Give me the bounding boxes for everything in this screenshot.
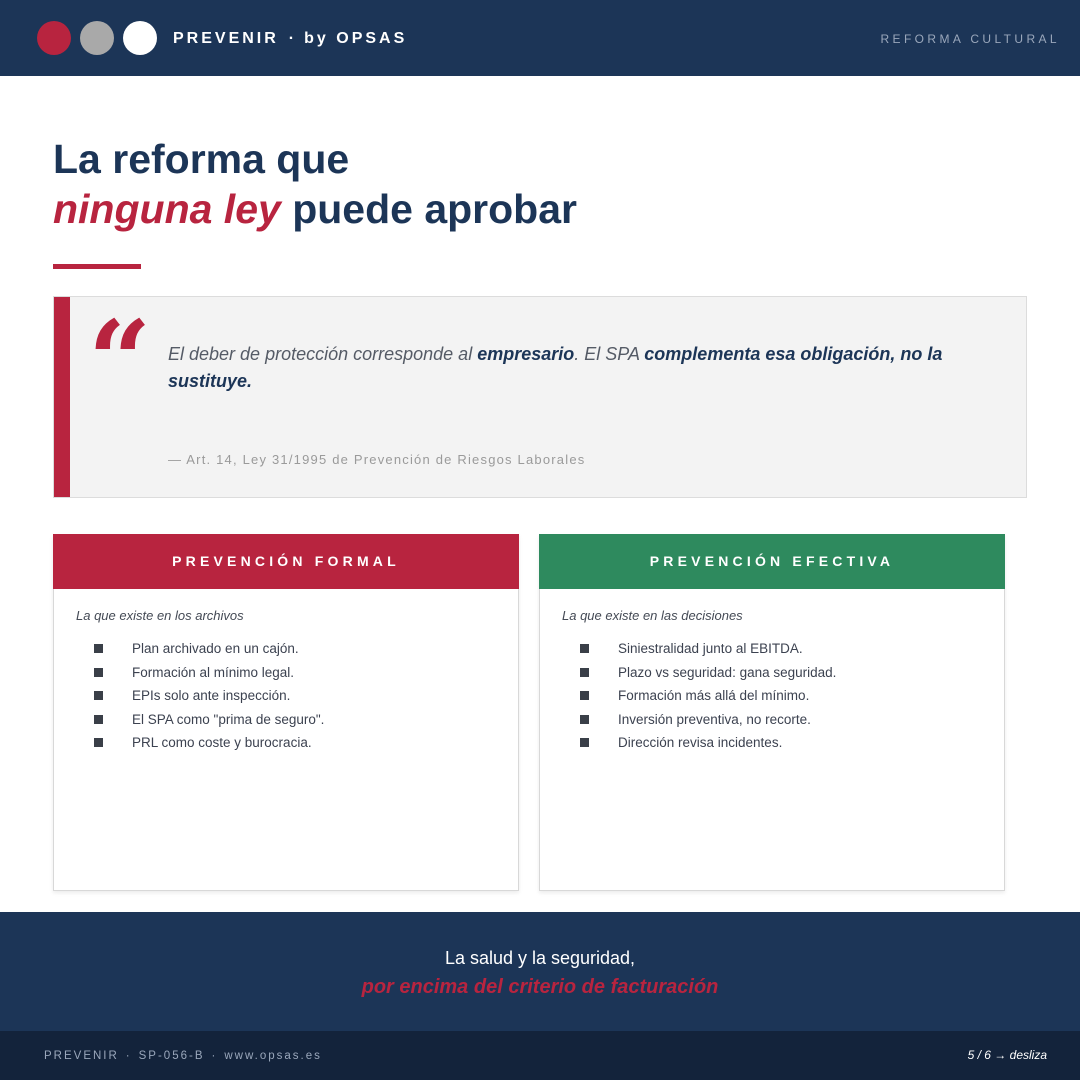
list-item	[578, 684, 836, 708]
brand-name	[173, 29, 407, 49]
swipe-indicator[interactable]	[968, 1048, 1047, 1063]
brand-dot-grey	[80, 21, 114, 55]
footer-url[interactable]: www.opsas.es	[224, 1050, 322, 1062]
brand-title: PREVENIR	[173, 30, 279, 47]
square-bullet-icon	[580, 644, 589, 653]
list-item-text: Inversión preventiva, no recorte.	[618, 711, 811, 727]
square-bullet-icon	[94, 715, 103, 724]
list-item	[92, 661, 324, 685]
column-formal-heading: PREVENCIÓN FORMAL	[53, 534, 519, 589]
list-item	[578, 731, 836, 755]
square-bullet-icon	[580, 738, 589, 747]
column-formal-list	[92, 637, 324, 755]
list-item	[92, 731, 324, 755]
quote-source: — Art. 14, Ley 31/1995 de Prevención de Riesgos Laborales	[168, 452, 586, 467]
footer-sep: ·	[211, 1050, 218, 1062]
brand-dot-red	[37, 21, 71, 55]
list-item	[578, 637, 836, 661]
column-efectiva	[539, 534, 1005, 891]
closing-banner	[0, 912, 1080, 1031]
swipe-label: desliza	[1009, 1048, 1047, 1062]
column-efectiva-heading: PREVENCIÓN EFECTIVA	[539, 534, 1005, 589]
square-bullet-icon	[580, 691, 589, 700]
banner-line1: La salud y la seguridad,	[444, 948, 636, 968]
list-item-text: Siniestralidad junto al EBITDA.	[618, 641, 803, 656]
column-efectiva-list	[578, 637, 836, 755]
title-line1: La reforma que	[53, 136, 350, 182]
list-item	[92, 684, 324, 708]
top-header	[0, 0, 1080, 76]
quote-bold2: complementa esa obligación, no la sustituye.	[168, 344, 943, 391]
list-item-text: Plan archivado en un cajón.	[132, 641, 299, 656]
square-bullet-icon	[94, 644, 103, 653]
brand-dot-white	[123, 21, 157, 55]
footer-credits	[44, 1049, 322, 1063]
banner-line2: por encima del criterio de facturación	[361, 976, 719, 998]
list-item	[92, 637, 324, 661]
list-item-text: El SPA como "prima de seguro".	[132, 711, 325, 727]
title-accent: ninguna ley	[53, 186, 281, 232]
square-bullet-icon	[94, 668, 103, 677]
footer-bar	[0, 1031, 1080, 1080]
square-bullet-icon	[580, 668, 589, 677]
quote-mark-icon: “	[88, 296, 152, 425]
brand-separator: ·	[288, 30, 295, 47]
footer-sep: ·	[125, 1050, 132, 1062]
list-item-text: EPIs solo ante inspección.	[132, 688, 291, 703]
square-bullet-icon	[94, 738, 103, 747]
column-efectiva-subtitle: La que existe en las decisiones	[562, 608, 743, 623]
quote-bold1: empresario	[477, 344, 575, 364]
arrow-right-icon: →	[994, 1048, 1007, 1062]
page-title	[53, 134, 577, 234]
quote-accent-bar	[54, 297, 70, 497]
list-item-text: Dirección revisa incidentes.	[618, 735, 783, 750]
square-bullet-icon	[94, 691, 103, 700]
list-item-text: Plazo vs seguridad: gana seguridad.	[618, 664, 837, 680]
list-item-text: PRL como coste y burocracia.	[132, 735, 312, 750]
column-formal-subtitle: La que existe en los archivos	[76, 608, 244, 623]
section-label: REFORMA CULTURAL	[880, 32, 1060, 46]
quote-part2: . El SPA	[574, 344, 645, 364]
page-counter: 5 / 6	[967, 1048, 991, 1062]
column-formal	[53, 534, 519, 891]
list-item-text: Formación al mínimo legal.	[132, 664, 295, 680]
list-item	[92, 708, 324, 732]
title-underline	[53, 264, 141, 269]
quote-text	[168, 341, 998, 395]
brand-by: by OPSAS	[304, 30, 408, 47]
square-bullet-icon	[580, 715, 589, 724]
footer-brand: PREVENIR	[44, 1050, 119, 1062]
list-item	[578, 708, 836, 732]
quote-part1: El deber de protección corresponde al	[168, 344, 478, 364]
quote-card	[53, 296, 1027, 498]
list-item	[578, 661, 836, 685]
footer-code: SP-056-B	[138, 1050, 205, 1062]
list-item-text: Formación más allá del mínimo.	[618, 688, 810, 703]
title-line2-rest: puede aprobar	[280, 186, 577, 232]
